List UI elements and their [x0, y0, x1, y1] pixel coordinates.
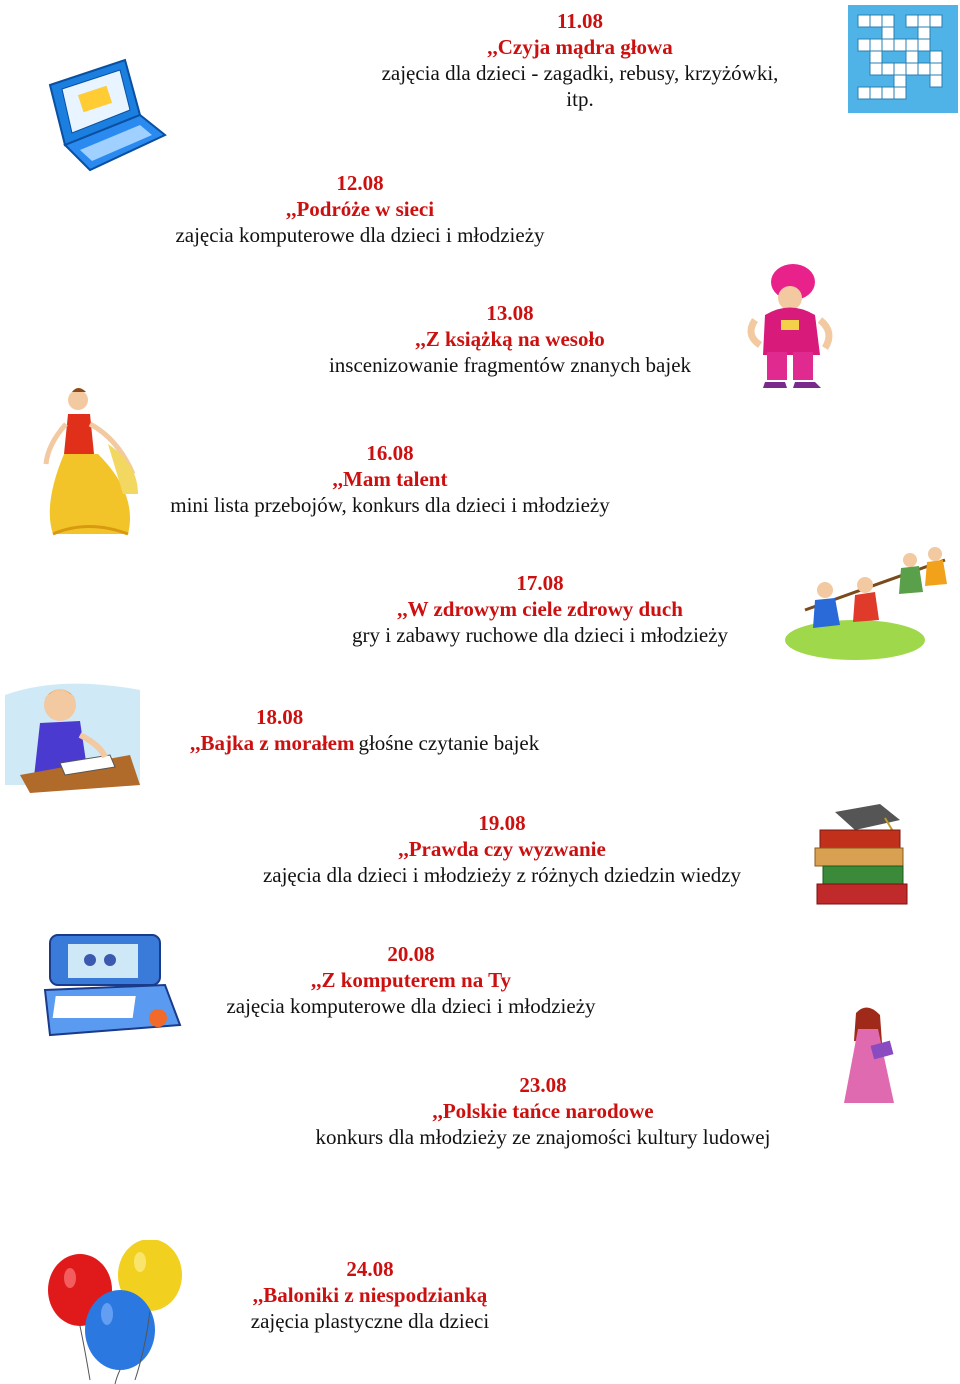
- event-description: inscenizowanie fragmentów znanych bajek: [328, 353, 692, 377]
- event-1208: [140, 170, 580, 248]
- event-date: 24.08: [346, 1257, 394, 1281]
- girl-reading-illustration: [822, 1003, 912, 1113]
- tug-of-war-illustration: [785, 540, 957, 664]
- event-date: 17.08: [516, 571, 564, 595]
- genie-illustration: [735, 260, 845, 388]
- event-title: ,,Prawda czy wyzwanie: [398, 837, 606, 861]
- event-date: 18.08: [256, 705, 304, 729]
- event-date: 23.08: [519, 1073, 567, 1097]
- kids-laptop-illustration: [40, 930, 185, 1040]
- event-title: ,,Polskie tańce narodowe: [432, 1099, 654, 1123]
- balloons-illustration: [45, 1240, 190, 1384]
- event-description: zajęcia komputerowe dla dzieci i młodzieży: [226, 994, 596, 1018]
- event-title: ,,W zdrowym ciele zdrowy duch: [397, 597, 683, 621]
- laptop-illustration: [40, 55, 170, 175]
- event-title: ,,Z komputerem na Ty: [310, 968, 512, 992]
- event-title: ,,Baloniki z niespodzianką: [252, 1283, 488, 1307]
- event-date: 16.08: [366, 441, 414, 465]
- boy-writing-illustration: [0, 675, 145, 795]
- event-1908: [232, 810, 772, 888]
- event-description: zajęcia komputerowe dla dzieci i młodzieży: [175, 223, 545, 247]
- event-title: ,,Czyja mądra głowa: [487, 35, 673, 59]
- event-description: zajęcia plastyczne dla dzieci: [250, 1309, 490, 1333]
- crossword-illustration: [848, 5, 958, 113]
- event-1108: [340, 8, 820, 112]
- event-title: ,,Bajka z morałem: [190, 731, 355, 755]
- event-date: 12.08: [336, 171, 384, 195]
- event-1808: [190, 704, 590, 759]
- event-title: ,,Mam talent: [332, 467, 448, 491]
- event-description: mini lista przebojów, konkurs dla dzieci i młodzieży: [170, 493, 610, 517]
- event-date: 11.08: [556, 9, 604, 33]
- event-1308: [290, 300, 730, 378]
- event-description: zajęcia dla dzieci i młodzieży z różnych dziedzin wiedzy: [262, 863, 742, 887]
- event-2008: [196, 941, 626, 1019]
- event-2408: [220, 1256, 520, 1334]
- event-date: 20.08: [387, 942, 435, 966]
- event-1708: [300, 570, 780, 648]
- event-description-cont: itp.: [566, 87, 594, 111]
- event-2308: [280, 1072, 806, 1150]
- books-illustration: [805, 802, 915, 912]
- event-1608: [130, 440, 650, 518]
- event-date: 13.08: [486, 301, 534, 325]
- event-description: głośne czytanie bajek: [358, 731, 540, 755]
- event-title: ,,Z książką na wesoło: [415, 327, 605, 351]
- event-description: gry i zabawy ruchowe dla dzieci i młodzieży: [351, 623, 729, 647]
- dancer-illustration: [38, 384, 148, 544]
- event-date: 19.08: [478, 811, 526, 835]
- event-description: konkurs dla młodzieży ze znajomości kultury ludowej: [315, 1125, 771, 1149]
- event-description: zajęcia dla dzieci - zagadki, rebusy, krzyżówki,: [381, 61, 779, 85]
- event-title: ,,Podróże w sieci: [285, 197, 435, 221]
